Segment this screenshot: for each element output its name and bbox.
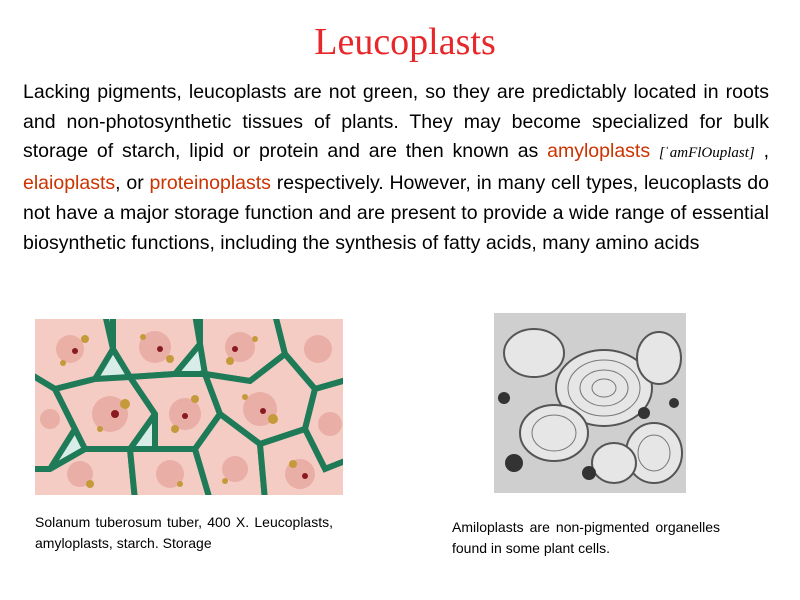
pronunciation: [ˈamFlOuplast] (658, 145, 755, 162)
body-paragraph (23, 78, 769, 258)
slide-title: Leucoplasts (314, 21, 496, 63)
term-amyloplasts: amyloplasts (547, 140, 651, 163)
amyloplast-micrograph (494, 313, 686, 493)
right-caption: Amiloplasts are non-pigmented organelles found in some plant cells. (452, 519, 720, 556)
paragraph-text-2: respectively. However, in many cell types, leucoplasts do not have a major storage function and are present to provide a wide range of essential biosynthetic functions, including the synthesis of fatty acids, many amino acids (23, 172, 769, 254)
term-proteinoplasts: proteinoplasts (149, 172, 271, 195)
potato-tuber-micrograph (35, 319, 343, 495)
paragraph-text-1: Lacking pigments, leucoplasts are not green, so they are predictably located in roots and non-photosynthetic tissues of plants. They may become specialized for bulk storage of starch, lipid or protein and are then known as (23, 81, 769, 163)
term-elaioplasts: elaioplasts (23, 172, 116, 195)
left-caption: Solanum tuberosum tuber, 400 X. Leucoplasts, amyloplasts, starch. Storage (35, 514, 333, 551)
separator-2: , or (115, 172, 150, 195)
separator-1: , (754, 140, 770, 163)
